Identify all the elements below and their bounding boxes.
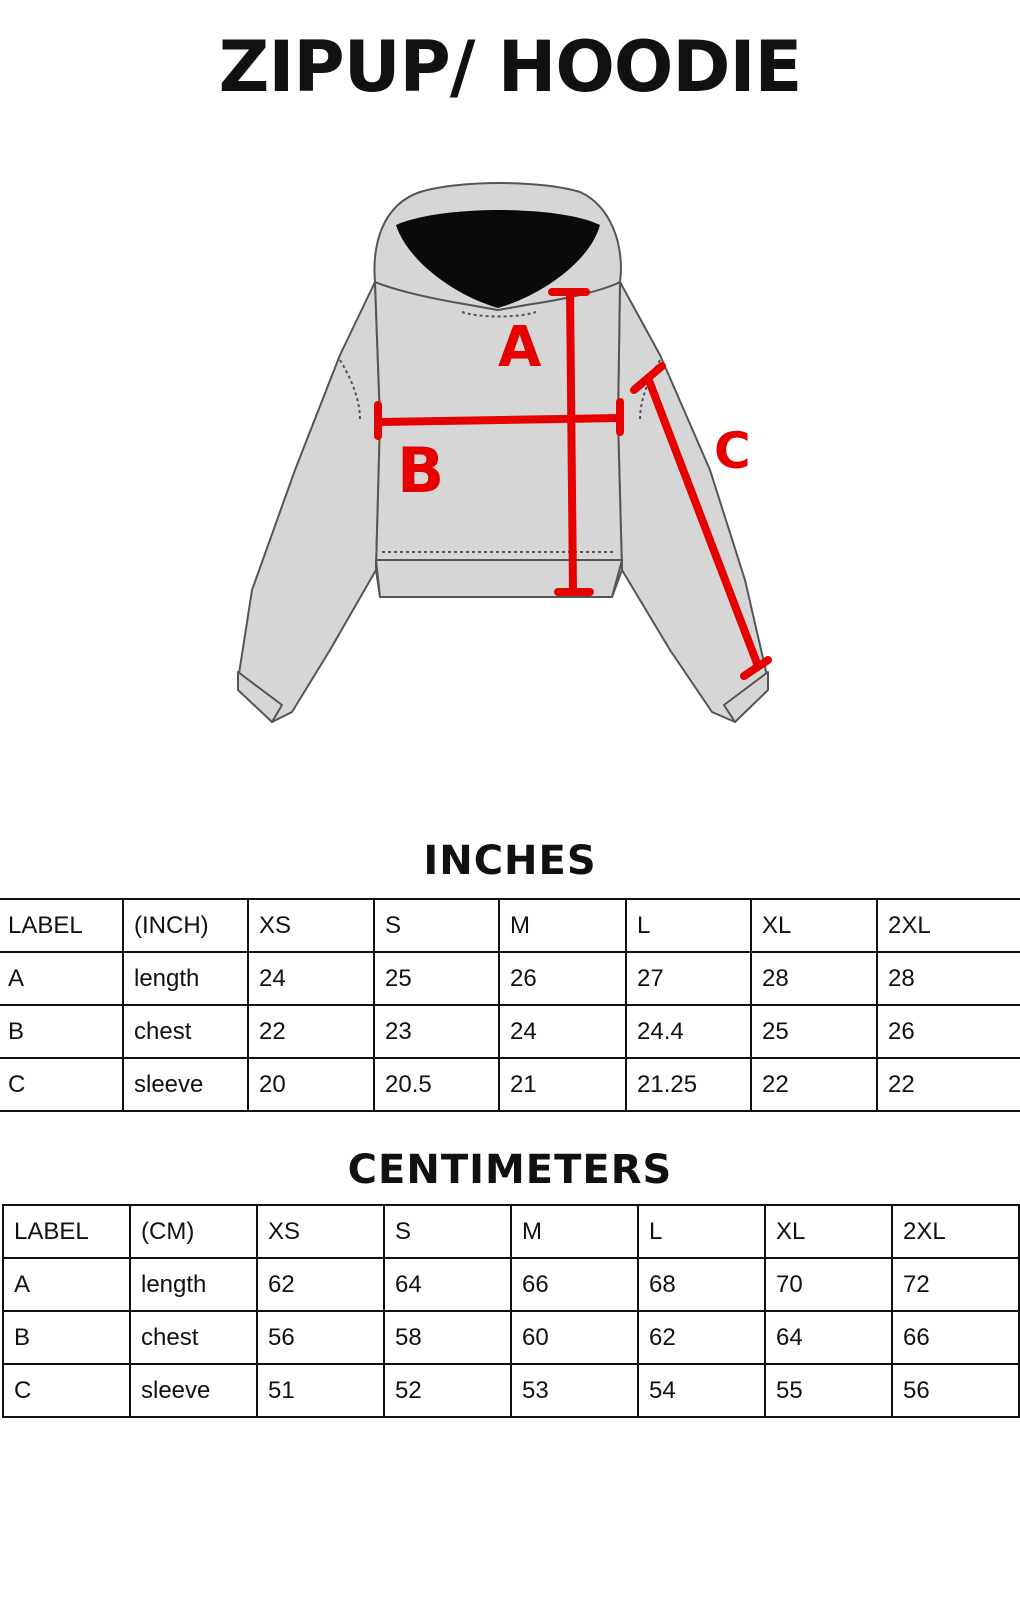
centimeters-size-table: [2, 1204, 1020, 1418]
table-cell: 51: [257, 1364, 384, 1417]
header-cell: (INCH): [123, 899, 248, 952]
header-cell: XL: [765, 1205, 892, 1258]
table-cell: 62: [257, 1258, 384, 1311]
table-cell: sleeve: [130, 1364, 257, 1417]
table-cell: 70: [765, 1258, 892, 1311]
table-cell: 68: [638, 1258, 765, 1311]
header-cell: S: [384, 1205, 511, 1258]
table-cell: 64: [384, 1258, 511, 1311]
hoodie-illustration: [238, 183, 768, 722]
table-cell: 20: [248, 1058, 374, 1111]
centimeters-heading: CENTIMETERS: [347, 1147, 673, 1193]
inches-size-table: [0, 898, 1020, 1112]
table-row: [0, 1058, 1020, 1111]
table-cell: chest: [130, 1311, 257, 1364]
header-cell: M: [511, 1205, 638, 1258]
table-cell: 25: [751, 1005, 877, 1058]
left-sleeve: [238, 282, 380, 722]
inches-heading: INCHES: [423, 838, 597, 884]
table-cell: length: [130, 1258, 257, 1311]
table-cell: 28: [751, 952, 877, 1005]
hoodie-measurement-diagram: [0, 170, 1020, 760]
table-row: [0, 952, 1020, 1005]
table-cell: B: [0, 1005, 123, 1058]
table-cell: chest: [123, 1005, 248, 1058]
table-cell: 20.5: [374, 1058, 499, 1111]
table-cell: B: [3, 1311, 130, 1364]
header-cell: XS: [248, 899, 374, 952]
header-cell: LABEL: [0, 899, 123, 952]
table-cell: 55: [765, 1364, 892, 1417]
table-row: [3, 1364, 1019, 1417]
table-cell: 21: [499, 1058, 626, 1111]
table-cell: 27: [626, 952, 751, 1005]
table-cell: 58: [384, 1311, 511, 1364]
table-header-row: [0, 899, 1020, 952]
header-cell: L: [626, 899, 751, 952]
table-cell: A: [0, 952, 123, 1005]
table-cell: 21.25: [626, 1058, 751, 1111]
table-row: [0, 1005, 1020, 1058]
header-cell: LABEL: [3, 1205, 130, 1258]
table-cell: length: [123, 952, 248, 1005]
table-cell: sleeve: [123, 1058, 248, 1111]
table-cell: 72: [892, 1258, 1019, 1311]
page-title: ZIPUP/ HOODIE: [218, 26, 802, 108]
measure-a-line: [570, 292, 573, 592]
table-cell: 66: [511, 1258, 638, 1311]
table-cell: 66: [892, 1311, 1019, 1364]
table-cell: 22: [751, 1058, 877, 1111]
table-cell: 25: [374, 952, 499, 1005]
table-cell: 23: [374, 1005, 499, 1058]
header-cell: 2XL: [877, 899, 1020, 952]
label-b: B: [397, 434, 445, 507]
table-cell: 26: [877, 1005, 1020, 1058]
measure-b-line: [378, 418, 620, 422]
table-cell: 28: [877, 952, 1020, 1005]
header-cell: M: [499, 899, 626, 952]
table-cell: 26: [499, 952, 626, 1005]
table-cell: 22: [248, 1005, 374, 1058]
table-cell: 56: [257, 1311, 384, 1364]
header-cell: S: [374, 899, 499, 952]
label-a: A: [498, 315, 542, 380]
header-cell: 2XL: [892, 1205, 1019, 1258]
table-cell: 64: [765, 1311, 892, 1364]
table-cell: 56: [892, 1364, 1019, 1417]
table-cell: 24: [499, 1005, 626, 1058]
table-row: [3, 1258, 1019, 1311]
table-header-row: [3, 1205, 1019, 1258]
table-cell: C: [0, 1058, 123, 1111]
table-row: [3, 1311, 1019, 1364]
label-c: C: [714, 422, 751, 480]
table-cell: 22: [877, 1058, 1020, 1111]
table-cell: 24: [248, 952, 374, 1005]
table-cell: 53: [511, 1364, 638, 1417]
header-cell: L: [638, 1205, 765, 1258]
header-cell: XL: [751, 899, 877, 952]
header-cell: XS: [257, 1205, 384, 1258]
table-cell: 52: [384, 1364, 511, 1417]
table-cell: 54: [638, 1364, 765, 1417]
table-cell: C: [3, 1364, 130, 1417]
table-cell: 60: [511, 1311, 638, 1364]
header-cell: (CM): [130, 1205, 257, 1258]
table-cell: A: [3, 1258, 130, 1311]
table-cell: 24.4: [626, 1005, 751, 1058]
table-cell: 62: [638, 1311, 765, 1364]
